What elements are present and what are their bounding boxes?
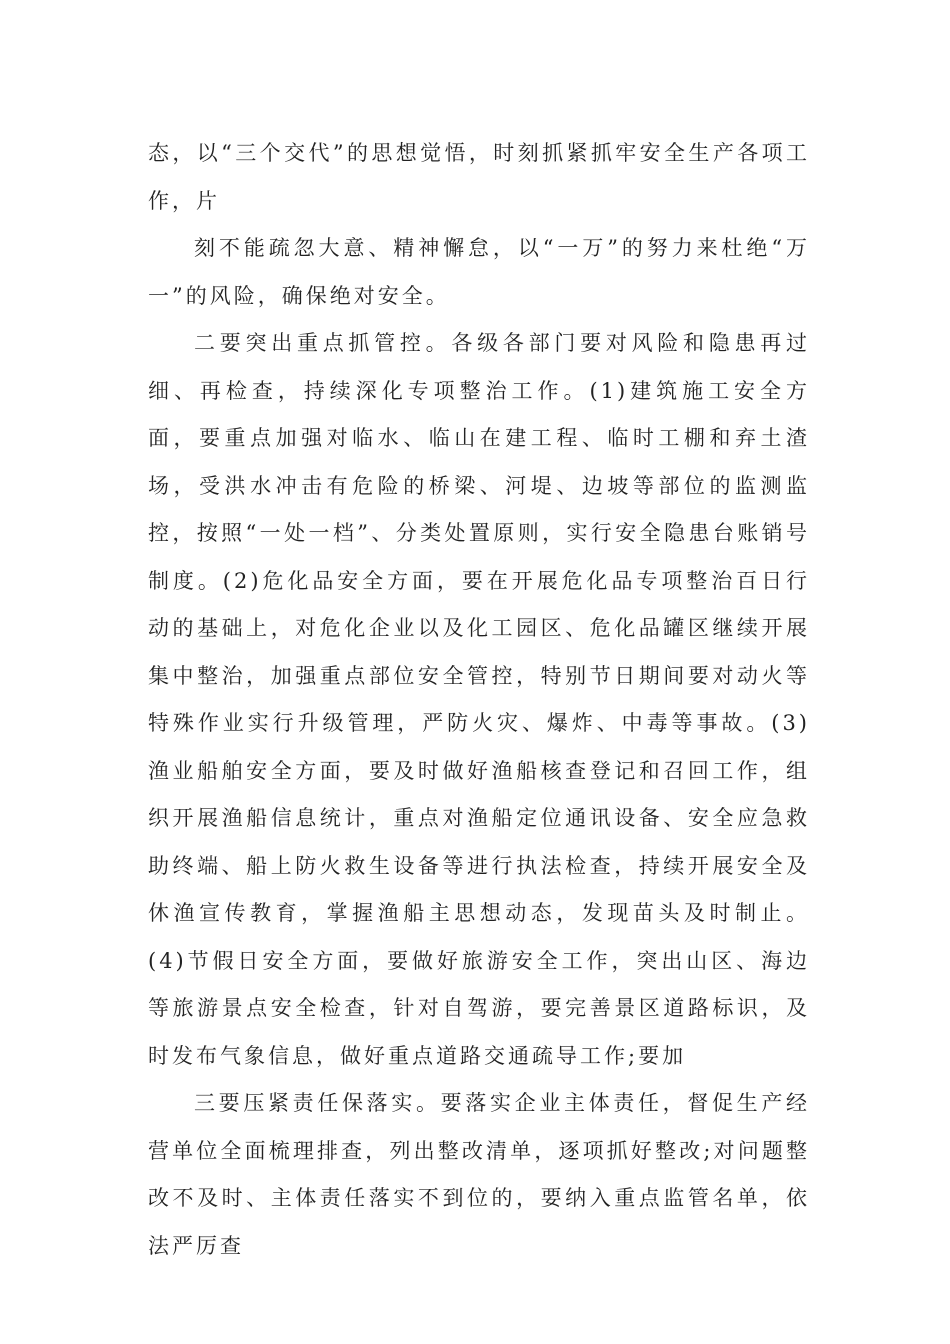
paragraph-key-control: 二要突出重点抓管控。各级各部门要对风险和隐患再过细、再检查，持续深化专项整治工作。(1)建筑施工安全方面，要重点加强对临水、临山在建工程、临时工棚和弃土渣场，受洪水冲击有危险的桥梁、河堤、边坡等部位的监测监控，按照“一处一档”、分类处置原则，实行安全隐患台账销号制度。(2)危化品安全方面，要在开展危化品专项整治百日行动的基础上，对危化企业以及化工园区、危化品罐区继续开展集中整治，加强重点部位安全管控，特别节日期间要对动火等特殊作业实行升级管理，严防火灾、爆炸、中毒等事故。(3)渔业船舶安全方面，要及时做好渔船核查登记和召回工作，组织开展渔船信息统计，重点对渔船定位通讯设备、安全应急救助终端、船上防火救生设备等进行执法检查，持续开展安全及休渔宣传教育，掌握渔船主思想动态，发现苗头及时制止。(4)节假日安全方面，要做好旅游安全工作，突出山区、海边等旅游景点安全检查，针对自驾游，要完善景区道路标识，及时发布气象信息，做好重点道路交通疏导工作;要加 (148, 331, 810, 1068)
document-body (148, 130, 810, 1270)
paragraph-continuation: 态，以“三个交代”的思想觉悟，时刻抓紧抓牢安全生产各项工作，片 (148, 141, 810, 213)
paragraph-responsibility: 三要压紧责任保落实。要落实企业主体责任，督促生产经营单位全面梳理排查，列出整改清单，逐项抓好整改;对问题整改不及时、主体责任落实不到位的，要纳入重点监管名单，依法严厉查 (148, 1091, 810, 1258)
paragraph-vigilance: 刻不能疏忽大意、精神懈怠，以“一万”的努力来杜绝“万一”的风险，确保绝对安全。 (148, 236, 810, 308)
